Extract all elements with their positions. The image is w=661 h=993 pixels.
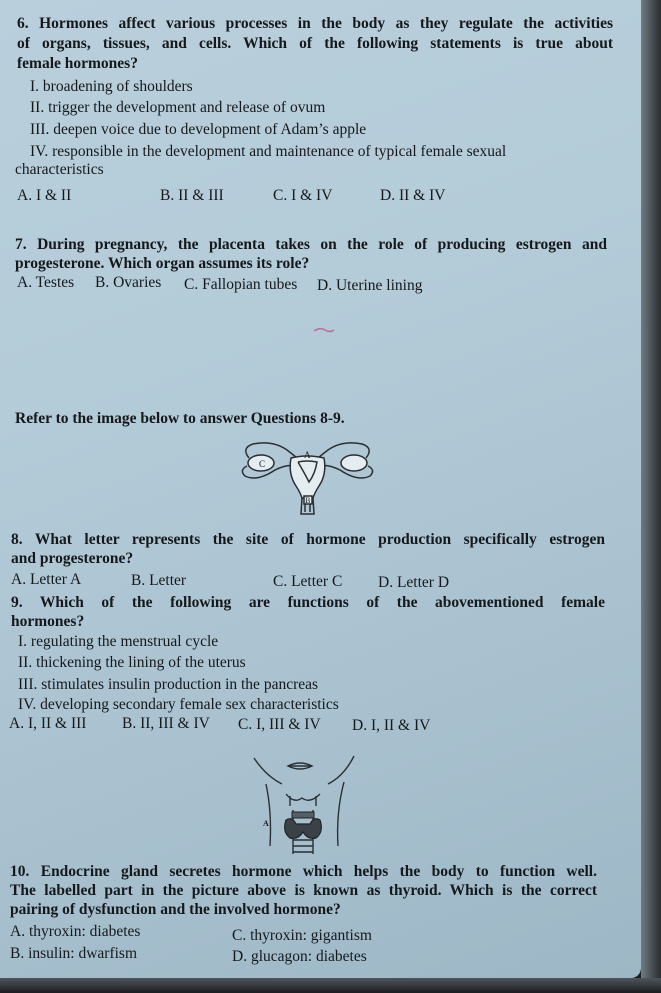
q8-stem-line2: and progesterone? [11,550,134,567]
q9-choice-b: B. II, III & IV [122,715,210,732]
figure1-label-c: C [259,459,266,469]
q6-item-4: IV. responsible in the development and maintenance of typical female sexual [30,143,507,160]
q6-stem-line1: 6. Hormones affect various processes in the body as they regulate the activities [17,15,613,32]
q9-item-3: III. stimulates insulin production in the pancreas [18,676,319,693]
q7-choice-c: C. Fallopian tubes [184,276,298,293]
figure2-label-a: A [263,819,269,828]
page-edge-shadow [641,0,661,993]
q6-stem-line2: of organs, tissues, and cells. Which of the following statements is true about [17,35,613,52]
q7-choice-a: A. Testes [17,274,75,291]
q8-choice-c: C. Letter C [273,573,343,590]
q6-item-3: III. deepen voice due to development of Adam’s apple [30,121,367,138]
q9-choice-c: C. I, III & IV [238,716,321,733]
q7-choice-b: B. Ovaries [95,274,162,291]
figure1-label-b: B [305,496,311,505]
page-bottom-shadow [0,978,661,993]
figure1-label-a: A [304,450,311,460]
q7-stem-line1: 7. During pregnancy, the placenta takes on the role of producing estrogen and [15,236,607,253]
q9-item-2: II. thickening the lining of the uterus [18,654,246,671]
q6-item-2: II. trigger the development and release of ovum [30,99,326,116]
q9-item-1: I. regulating the menstrual cycle [18,633,219,650]
reproductive-system-diagram [235,436,380,518]
thyroid-neck-diagram [248,750,360,862]
q6-choice-c: C. I & IV [273,187,333,204]
q7-choice-d: D. Uterine lining [317,277,423,294]
q9-choice-d: D. I, II & IV [352,717,431,734]
q6-item-1: I. broadening of shoulders [30,78,193,95]
q9-stem-line1: 9. Which of the following are functions of the abovementioned female [11,594,605,611]
q8-choice-b: B. Letter [131,572,187,589]
q10-stem-line3: pairing of dysfunction and the involved hormone? [10,901,341,918]
q6-choice-b: B. II & III [160,187,224,204]
q9-choice-a: A. I, II & III [9,715,87,732]
q9-item-4: IV. developing secondary female sex characteristics [18,696,339,713]
q7-stem-line2: progesterone. Which organ assumes its role? [15,255,310,272]
q10-stem-line2: The labelled part in the picture above is known as thyroid. Which is the correct [10,882,597,899]
ink-mark [312,325,336,335]
q10-choice-b: B. insulin: dwarfism [10,945,138,962]
q6-item-4-cont: characteristics [15,161,104,178]
q10-choice-c: C. thyroxin: gigantism [232,927,372,944]
q8-stem-line1: 8. What letter represents the site of hormone production specifically estrogen [11,531,605,548]
q10-choice-a: A. thyroxin: diabetes [10,923,141,940]
q8-choice-a: A. Letter A [11,571,82,588]
q6-choice-a: A. I & II [17,187,72,204]
q9-stem-line2: hormones? [11,613,85,630]
q8-choice-d: D. Letter D [378,574,450,591]
q10-stem-line1: 10. Endocrine gland secretes hormone which helps the body to function well. [10,863,597,880]
q6-stem-line3: female hormones? [17,55,138,72]
refer-instruction: Refer to the image below to answer Questions 8-9. [15,410,345,427]
q6-choice-d: D. II & IV [380,187,446,204]
q10-choice-d: D. glucagon: diabetes [232,948,367,965]
